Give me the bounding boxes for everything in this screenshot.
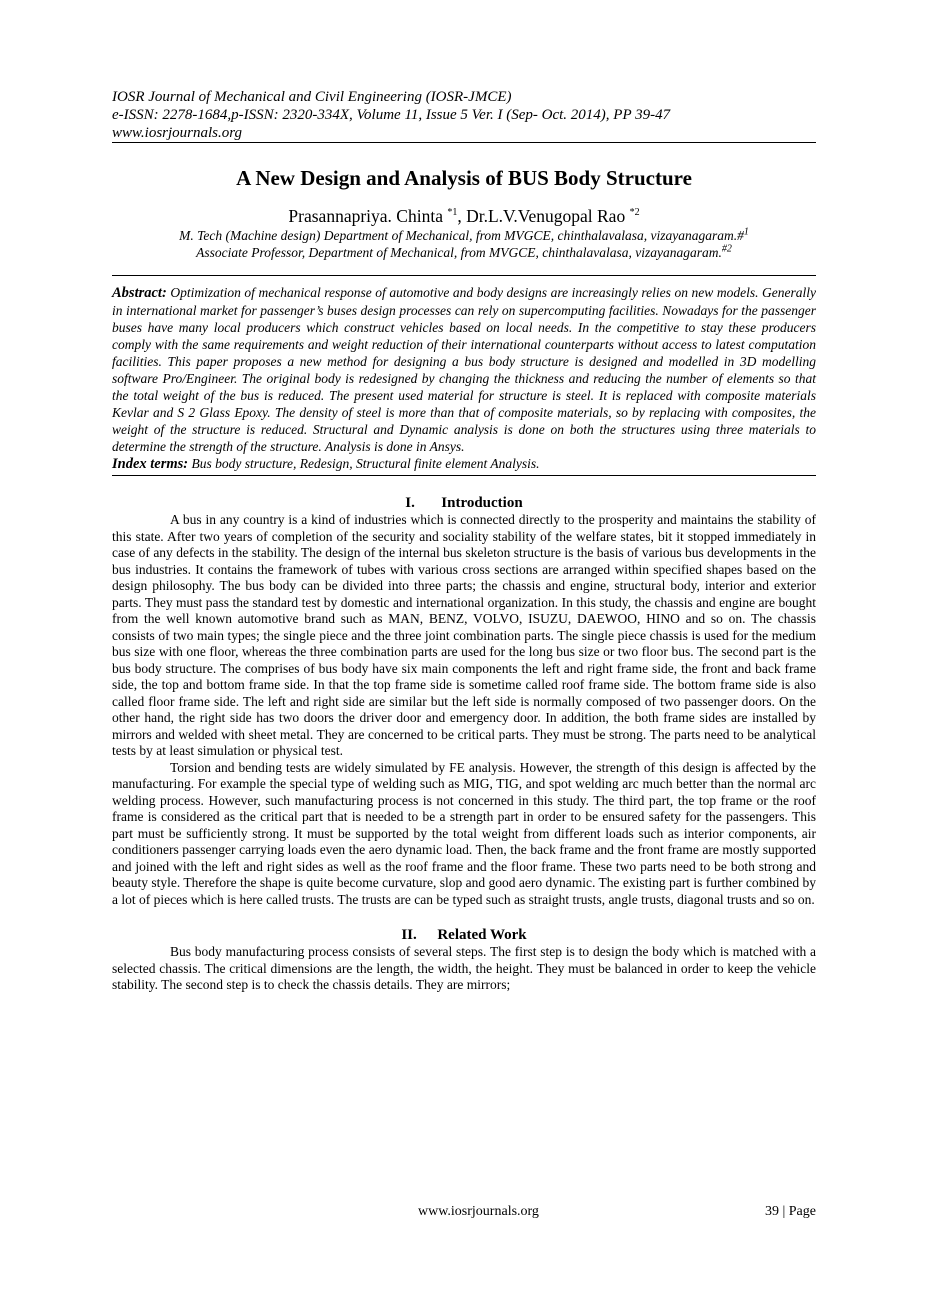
- index-terms-text: Bus body structure, Redesign, Structural finite element Analysis.: [191, 456, 540, 471]
- affiliation-2-text: Associate Professor, Department of Mechanical, from MVGCE, chinthalavalasa, vizayanagaram.: [196, 245, 722, 260]
- author-line: [112, 205, 816, 227]
- author-2: Dr.L.V.Venugopal Rao: [466, 206, 630, 226]
- index-terms: [112, 455, 816, 473]
- paragraph: A bus in any country is a kind of industries which is connected directly to the prosperity and maintains the stability of this state. After two years of completion of the security and sociality stability of the welfare states, bit it stopped immediately in case of any defects in the stability. The design of the internal bus skeleton structure is the basis of various bus developments in the bus industries. It contains the framework of tubes with various cross sections are arranged within specified shapes based on the design philosophy. The bus body can be divided into three parts; the chassis and engine, structural body, interior and exterior parts. They must pass the standard test by domestic and international organization. In this study, the chassis and engine are bought from the well known automotive brand such as MAN, BENZ, VOLVO, ISUZU, DAEWOO, HINO and so on. The chassis consists of two main types; the single piece and the three joint combination parts. The single piece chassis is used for the medium bus size with one floor, whereas the three combination parts are used for the long bus size or two floor bus. The second part is the bus body structure. The comprises of bus body have six main components the left and right frame side, the front and back frame side, the top and bottom frame side. In that the top frame side is sometime called roof frame side. The bottom frame side is also called floor frame side. The left and right side are similar but the left side is normally composed of two passenger doors. On the other hand, the right side has two doors the driver door and emergency door. In addition, the both frame sides are installed by mirrors and welded with sheet metal. They are concerned to be critical parts. They must be strong. The parts need to be analytical tests by at least simulation or physical test.: [112, 512, 816, 758]
- affiliation-2-mark: #2: [721, 243, 732, 255]
- author-separator: ,: [457, 206, 467, 226]
- author-2-mark: *2: [629, 207, 640, 219]
- abstract-text: Optimization of mechanical response of automotive and body designs are increasingly relies on new models. Generally in international market for passenger’s buses design processes can rely on supercomputing facilities. Nowadays for the passenger buses have many local producers which construct vehicles based on local needs. In the competitive to stay these producers comply with the same requirements and weight reduction of their international counterparts without access to latest computation facilities. This paper proposes a new method for designing a bus body structure is designed and modelled in 3D modelling software Pro/Engineer. The original body is redesigned by changing the thickness and reducing the number of elements so that the total weight of the bus is reduced. The present used material for structure is steel. It is replaced with composite materials Kevlar and S 2 Glass Epoxy. The density of steel is more than that of composite materials, so by replacing with composites, the weight of the structure is reduced. Structural and Dynamic analysis is done on both the structures using three materials to determine the strength of the structure. Analysis is done in Ansys.: [112, 285, 816, 454]
- paper-page: [112, 88, 816, 994]
- footer-url: www.iosrjournals.org: [418, 1204, 539, 1219]
- affiliation-2: [112, 244, 816, 261]
- abstract-label: Abstract:: [112, 285, 167, 301]
- affiliation-1-text: M. Tech (Machine design) Department of Mechanical, from MVGCE, chinthalavalasa, vizayanagaram.#: [179, 228, 744, 243]
- paragraph: Bus body manufacturing process consists of several steps. The first step is to design the body which is matched with a selected chassis. The critical dimensions are the length, the width, the height. They must be balanced in order to keep the vehicle stability. The second step is to check the chassis details. They are mirrors;: [112, 944, 816, 992]
- section-title: Related Work: [437, 927, 527, 943]
- paper-title: A New Design and Analysis of BUS Body Structure: [236, 166, 692, 190]
- journal-name: IOSR Journal of Mechanical and Civil Engineering (IOSR-JMCE): [112, 89, 512, 105]
- abstract: [112, 284, 816, 473]
- section-heading-related-work: [112, 926, 816, 944]
- section-number: I.: [405, 495, 415, 511]
- paragraph: Torsion and bending tests are widely simulated by FE analysis. However, the strength of this design is affected by the manufacturing. For example the special type of welding such as MIG, TIG, and spot welding arc much better than the normal arc welding process. However, such manufacturing process is not concerned in this study. The third part, the top frame or the roof frame is considered as the critical part that is needed to be a strength part in order to be ensured safety for the passengers. This part must be sufficiently strong. It must be supported by the total weight from different loads such as interior components, air conditioners passenger carrying loads even the aero dynamic load. Then, the back frame and the front frame are mostly supported and joined with the left and right sides as well as the roof frame and the floor frame. These two parts need to be both strong and beauty style. Therefore the shape is quite become curvature, slop and good aero dynamic. The existing part is further combined by a lot of pieces which is here called trusts. The trusts are can be typed such as straight trusts, angle trusts, diagonal trusts and so on.: [112, 759, 816, 907]
- index-terms-label: Index terms:: [112, 456, 189, 472]
- author-1-mark: *1: [447, 207, 458, 219]
- section-heading-introduction: [112, 494, 816, 512]
- header-rule: [112, 142, 816, 143]
- affiliation-1-mark: 1: [743, 226, 749, 238]
- section-number: II.: [401, 927, 417, 943]
- author-1: Prasannapriya. Chinta: [288, 206, 448, 226]
- journal-issn-line: e-ISSN: 2278-1684,p-ISSN: 2320-334X, Volume 11, Issue 5 Ver. I (Sep- Oct. 2014), PP 39-47: [112, 107, 671, 123]
- affiliation-1: [112, 227, 816, 244]
- journal-header: [112, 88, 816, 142]
- journal-url: www.iosrjournals.org: [112, 125, 243, 141]
- page-number: 39 | Page: [764, 1204, 816, 1219]
- section-title: Introduction: [441, 495, 523, 511]
- abstract-top-rule: [112, 275, 816, 276]
- abstract-bottom-rule: [112, 475, 816, 476]
